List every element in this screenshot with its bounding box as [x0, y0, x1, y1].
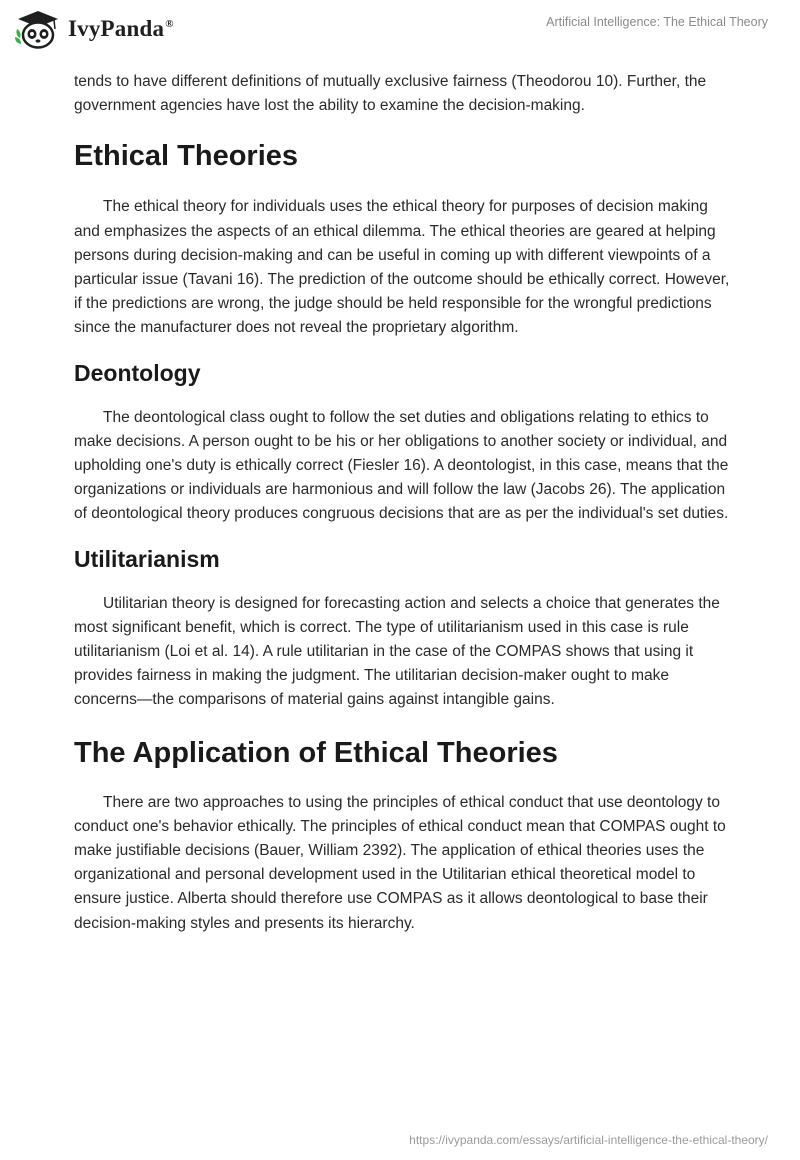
article-body: [74, 70, 734, 936]
paragraph-ethical-theories: The ethical theory for individuals uses the ethical theory for purposes of decision making and emphasizes the aspects of an ethical dilemma. The ethical theories are geared at helping persons during decision-making and can be useful in coming up with different viewpoints of a particular issue (Tavani 16). The prediction of the outcome should be ethically correct. However, if the predictions are wrong, the judge should be held responsible for the wrongful predictions since the manufacturer does not reveal the proprietary algorithm.: [74, 198, 730, 337]
heading-ethical-theories: Ethical Theories: [74, 140, 299, 173]
source-url[interactable]: https://ivypanda.com/essays/artificial-intelligence-the-ethical-theory/: [409, 1133, 768, 1147]
heading-application-of-ethical-theories: The Application of Ethical Theories: [74, 736, 558, 769]
brand-name: IvyPanda®: [68, 16, 174, 41]
page-header: [0, 0, 800, 66]
panda-logo-icon: [14, 8, 62, 50]
ivypanda-logo[interactable]: [14, 8, 174, 50]
paragraph-deontology: The deontological class ought to follow the set duties and obligations relating to ethics to make decisions. A person ought to be his or her obligations to another society or individual, and upholding one's duty is ethically correct (Fiesler 16). A deontologist, in this case, means that the organizations or individuals are harmonious and will follow the law (Jacobs 26). The application of deontological theory produces congruous decisions that are as per the individual's set duties.: [74, 408, 729, 523]
paragraph-application: There are two approaches to using the principles of ethical conduct that use deontology to conduct one's behavior ethically. The principles of ethical conduct mean that COMPAS ought to make justifiable decisions (Bauer, William 2392). The application of ethical theories uses the organizational and personal development used in the Utilitarian ethical theoretical model to ensure justice. Alberta should therefore use COMPAS as it allows deontological to base their decision-making styles and presents its hierarchy.: [74, 793, 726, 932]
intro-paragraph: tends to have different definitions of mutually exclusive fairness (Theodorou 10). Further, the government agencies have lost the ability to examine the decision-making.: [74, 73, 707, 115]
heading-deontology: Deontology: [74, 359, 201, 386]
heading-utilitarianism: Utilitarianism: [74, 545, 220, 572]
document-title: Artificial Intelligence: The Ethical Theory: [546, 15, 768, 29]
paragraph-utilitarianism: Utilitarian theory is designed for forecasting action and selects a choice that generates the most significant benefit, which is correct. The type of utilitarianism used in this case is rule utilitarianism (Loi et al. 14). A rule utilitarian in the case of the COMPAS shows that using it provides fairness in making the judgment. The utilitarian decision-maker ought to make concerns—the comparisons of material gains against intangible gains.: [74, 594, 720, 709]
